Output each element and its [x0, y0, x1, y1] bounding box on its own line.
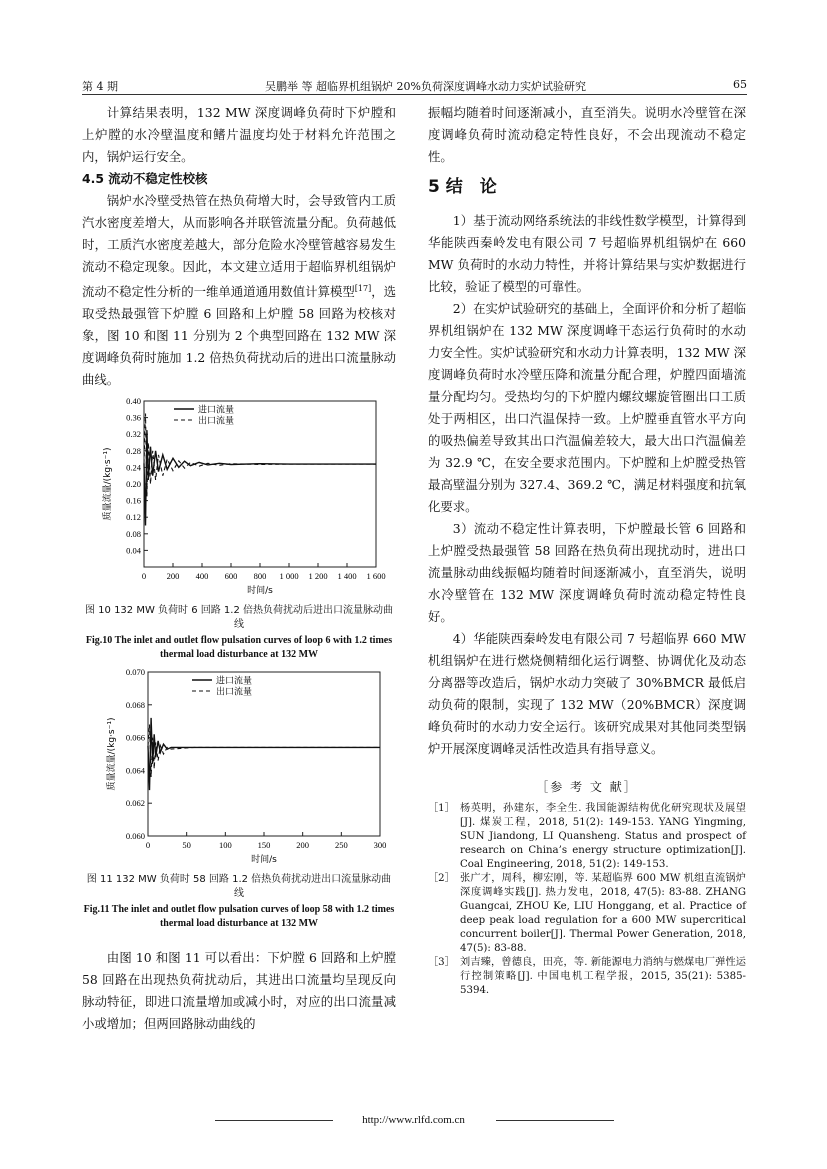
conclusion-4: 4）华能陕西秦岭发电有限公司 7 号超临界 660 MW 机组锅炉在进行燃烧侧精细化运行调整、协调优化及动态分离器等改造后，锅炉水动力突破了 30%BMCR 最低启动负荷的限制，实现了 132 MW（20%BMCR）深度调峰负荷时的水动力安全运行。该研究成果对其他同类型锅炉开展深度调峰灵活性改造具有指导意义。: [428, 631, 746, 756]
reference-item: [428, 802, 746, 872]
right-column: [428, 102, 746, 998]
y-tick-label: 0.070: [125, 667, 145, 678]
y-tick-label: 0.066: [125, 732, 145, 743]
reference-item: [428, 956, 746, 998]
legend-label: 出口流量: [216, 687, 253, 698]
x-tick-label: 200: [166, 571, 180, 582]
legend-label: 进口流量: [198, 405, 235, 416]
x-tick-label: 300: [373, 840, 387, 851]
x-tick-label: 400: [195, 571, 209, 582]
figure-10-caption-en: Fig.10 The inlet and outlet flow pulsation curves of loop 6 with 1.2 times thermal load disturbance at 132 MW: [85, 635, 393, 661]
x-tick-label: 0: [145, 840, 151, 851]
references-heading: ［参 考 文 献］: [536, 780, 638, 794]
x-tick-label: 50: [182, 840, 191, 851]
x-tick-label: 1 000: [279, 571, 299, 582]
citation-17: [17]: [354, 284, 372, 293]
figure-11: [82, 666, 396, 931]
y-tick-label: 0.20: [126, 479, 141, 490]
reference-text: 杨英明，孙建东，李全生. 我国能源结构优化研究现状及展望[J]. 煤炭工程，2018, 51(2): 149-153. YANG Yingming, SUN Jiandong, LI Quansheng. Status and prospect of research on China’s energy structure optimization[J]. Coal Engineering, 2018, 51(2): 149-153.: [460, 803, 746, 870]
reference-text: 张广才，周科，柳宏刚，等. 某超临界 600 MW 机组直流锅炉深度调峰实践[J]. 热力发电，2018, 47(5): 83-88. ZHANG Guangcai, ZHOU Ke, LIU Honggang, et al. Practice of deep peak load regulation for a 600 MW supercritical concurrent boiler[J]. Thermal Power Generation, 2018, 47(5): 83-88.: [460, 873, 746, 954]
paragraph-results: 计算结果表明，132 MW 深度调峰负荷时下炉膛和上炉膛的水冷壁温度和鳍片温度均处于材料允许范围之内，锅炉运行安全。: [82, 105, 396, 164]
conclusion-2: 2）在实炉试验研究的基础上，全面评价和分析了超临界机组锅炉在 132 MW 深度调峰干态运行负荷时的水动力安全性。实炉试验研究和水动力计算表明，132 MW 深度调峰负荷时水冷壁压降和流量分配合理，炉膛四面墙流量分配均匀。受热均匀的下炉膛内螺纹螺旋管圈出口工质处于两相区，出口汽温保持一致。上炉膛垂直管水平方向的吸热偏差导致其出口汽温偏差较大，最大出口汽温偏差为 32.9 ℃，在安全要求范围内。下炉膛和上炉膛受热管最高壁温分别为 327.4、369.2 ℃，满足材料强度和抗氧化要求。: [428, 301, 746, 514]
footer-url: http://www.rlfd.com.cn: [362, 1114, 465, 1126]
reference-number: ［3］: [428, 957, 455, 968]
series-line-2: [148, 725, 380, 778]
y-tick-label: 0.04: [126, 545, 141, 556]
figure-11-caption-zh: 图 11 132 MW 负荷时 58 回路 1.2 倍热负荷扰动进出口流量脉动曲线: [86, 874, 392, 900]
figure-10: [82, 395, 396, 662]
y-axis-label: 质量流量/(kg·s⁻¹): [107, 717, 117, 791]
header-rule: [82, 94, 747, 95]
x-tick-label: 600: [224, 571, 238, 582]
section-heading-5: 5 结 论: [428, 177, 497, 197]
y-axis-label: 质量流量/(kg·s⁻¹): [103, 447, 113, 521]
running-header: [82, 78, 747, 94]
running-title: 吴鹏举 等 超临界机组锅炉 20%负荷深度调峰水动力实炉试验研究: [265, 80, 586, 93]
y-tick-label: 0.24: [126, 462, 141, 473]
paragraph-stability: [82, 190, 396, 391]
reference-text: 刘吉臻，曾德良，田亮，等. 新能源电力消纳与燃煤电厂弹性运行控制策略[J]. 中国电机工程学报，2015, 35(21): 5385-5394.: [460, 957, 746, 996]
x-tick-label: 100: [218, 840, 232, 851]
figure-11-chart: [82, 666, 396, 864]
paragraph-continued: 振幅均随着时间逐渐减小，直至消失。说明水冷壁管在深度调峰负荷时流动稳定特性良好，不会出现流动不稳定性。: [428, 105, 746, 164]
figure-10-chart: [82, 395, 396, 595]
footer-rule-right: [496, 1120, 614, 1121]
y-tick-label: 0.40: [126, 396, 141, 407]
series-line-1: [148, 718, 380, 790]
reference-number: ［1］: [428, 803, 455, 814]
x-tick-label: 1 200: [308, 571, 328, 582]
reference-number: ［2］: [428, 873, 455, 884]
x-tick-label: 150: [257, 840, 271, 851]
x-axis-label: 时间/s: [251, 855, 277, 865]
legend-label: 进口流量: [216, 676, 253, 687]
y-tick-label: 0.32: [126, 429, 141, 440]
x-tick-label: 800: [253, 571, 267, 582]
y-tick-label: 0.068: [125, 699, 145, 710]
legend-label: 出口流量: [198, 416, 235, 427]
y-tick-label: 0.16: [126, 495, 141, 506]
figure-11-caption-en: Fig.11 The inlet and outlet flow pulsation curves of loop 58 with 1.2 times thermal load disturbance at 132 MW: [83, 904, 395, 930]
series-line-2: [144, 414, 376, 497]
x-tick-label: 250: [334, 840, 348, 851]
conclusion-1: 1）基于流动网络系统法的非线性数学模型，计算得到华能陕西秦岭发电有限公司 7 号超临界机组锅炉在 660 MW 负荷时的水动力特性，并将计算结果与实炉数据进行比较，验证了模型的可靠性。: [428, 213, 746, 294]
paragraph-stability-text-a: 锅炉水冷壁受热管在热负荷增大时，会导致管内工质汽水密度差增大，从而影响各并联管流量分配。负荷越低时，工质汽水密度差越大，部分危险水冷壁管越容易发生流动不稳定现象。因此，本文建立适用于超临界机组锅炉流动不稳定性分析的一维单通道通用数值计算模型: [82, 193, 396, 300]
x-tick-label: 200: [296, 840, 310, 851]
plot-frame: [144, 401, 376, 567]
reference-list: [428, 802, 746, 998]
x-axis-label: 时间/s: [247, 586, 273, 596]
x-tick-label: 0: [141, 571, 147, 582]
y-tick-label: 0.060: [125, 831, 145, 842]
x-tick-label: 1 400: [337, 571, 357, 582]
y-tick-label: 0.064: [125, 765, 145, 776]
conclusion-3: 3）流动不稳定性计算表明，下炉膛最长管 6 回路和上炉膛受热最强管 58 回路在热负荷出现扰动时，进出口流量脉动曲线振幅均随着时间逐渐减小，直至消失，说明水冷壁管在 132 MW 深度调峰负荷时流动稳定特性良好。: [428, 521, 746, 624]
issue-label: 第 4 期: [82, 80, 118, 93]
paragraph-analysis: 由图 10 和图 11 可以看出：下炉膛 6 回路和上炉膛 58 回路在出现热负荷扰动后，其进出口流量均呈现反向脉动特征，即进口流量增加或减小时，对应的出口流量减小或增加；但两回路脉动曲线的: [82, 950, 396, 1032]
y-tick-label: 0.12: [126, 512, 141, 523]
left-column: [82, 102, 396, 1035]
plot-frame: [148, 672, 380, 836]
y-tick-label: 0.36: [126, 412, 141, 423]
page-number: 65: [733, 78, 747, 91]
paragraph-stability-text-b: ，选取受热最强管下炉膛 6 回路和上炉膛 58 回路为校核对象，图 10 和图 11 分别为 2 个典型回路在 132 MW 深度调峰负荷时施加 1.2 倍热负荷扰动后的进出口流量脉动曲线。: [82, 284, 397, 388]
y-tick-label: 0.28: [126, 445, 141, 456]
x-tick-label: 1 600: [366, 571, 386, 582]
reference-item: [428, 872, 746, 956]
section-heading-4-5: 4.5 流动不稳定性校核: [82, 171, 208, 186]
y-tick-label: 0.062: [125, 798, 145, 809]
figure-10-caption-zh: 图 10 132 MW 负荷时 6 回路 1.2 倍热负荷扰动后进出口流量脉动曲线: [84, 605, 394, 631]
y-tick-label: 0.08: [126, 528, 141, 539]
series-line-1: [144, 430, 376, 525]
